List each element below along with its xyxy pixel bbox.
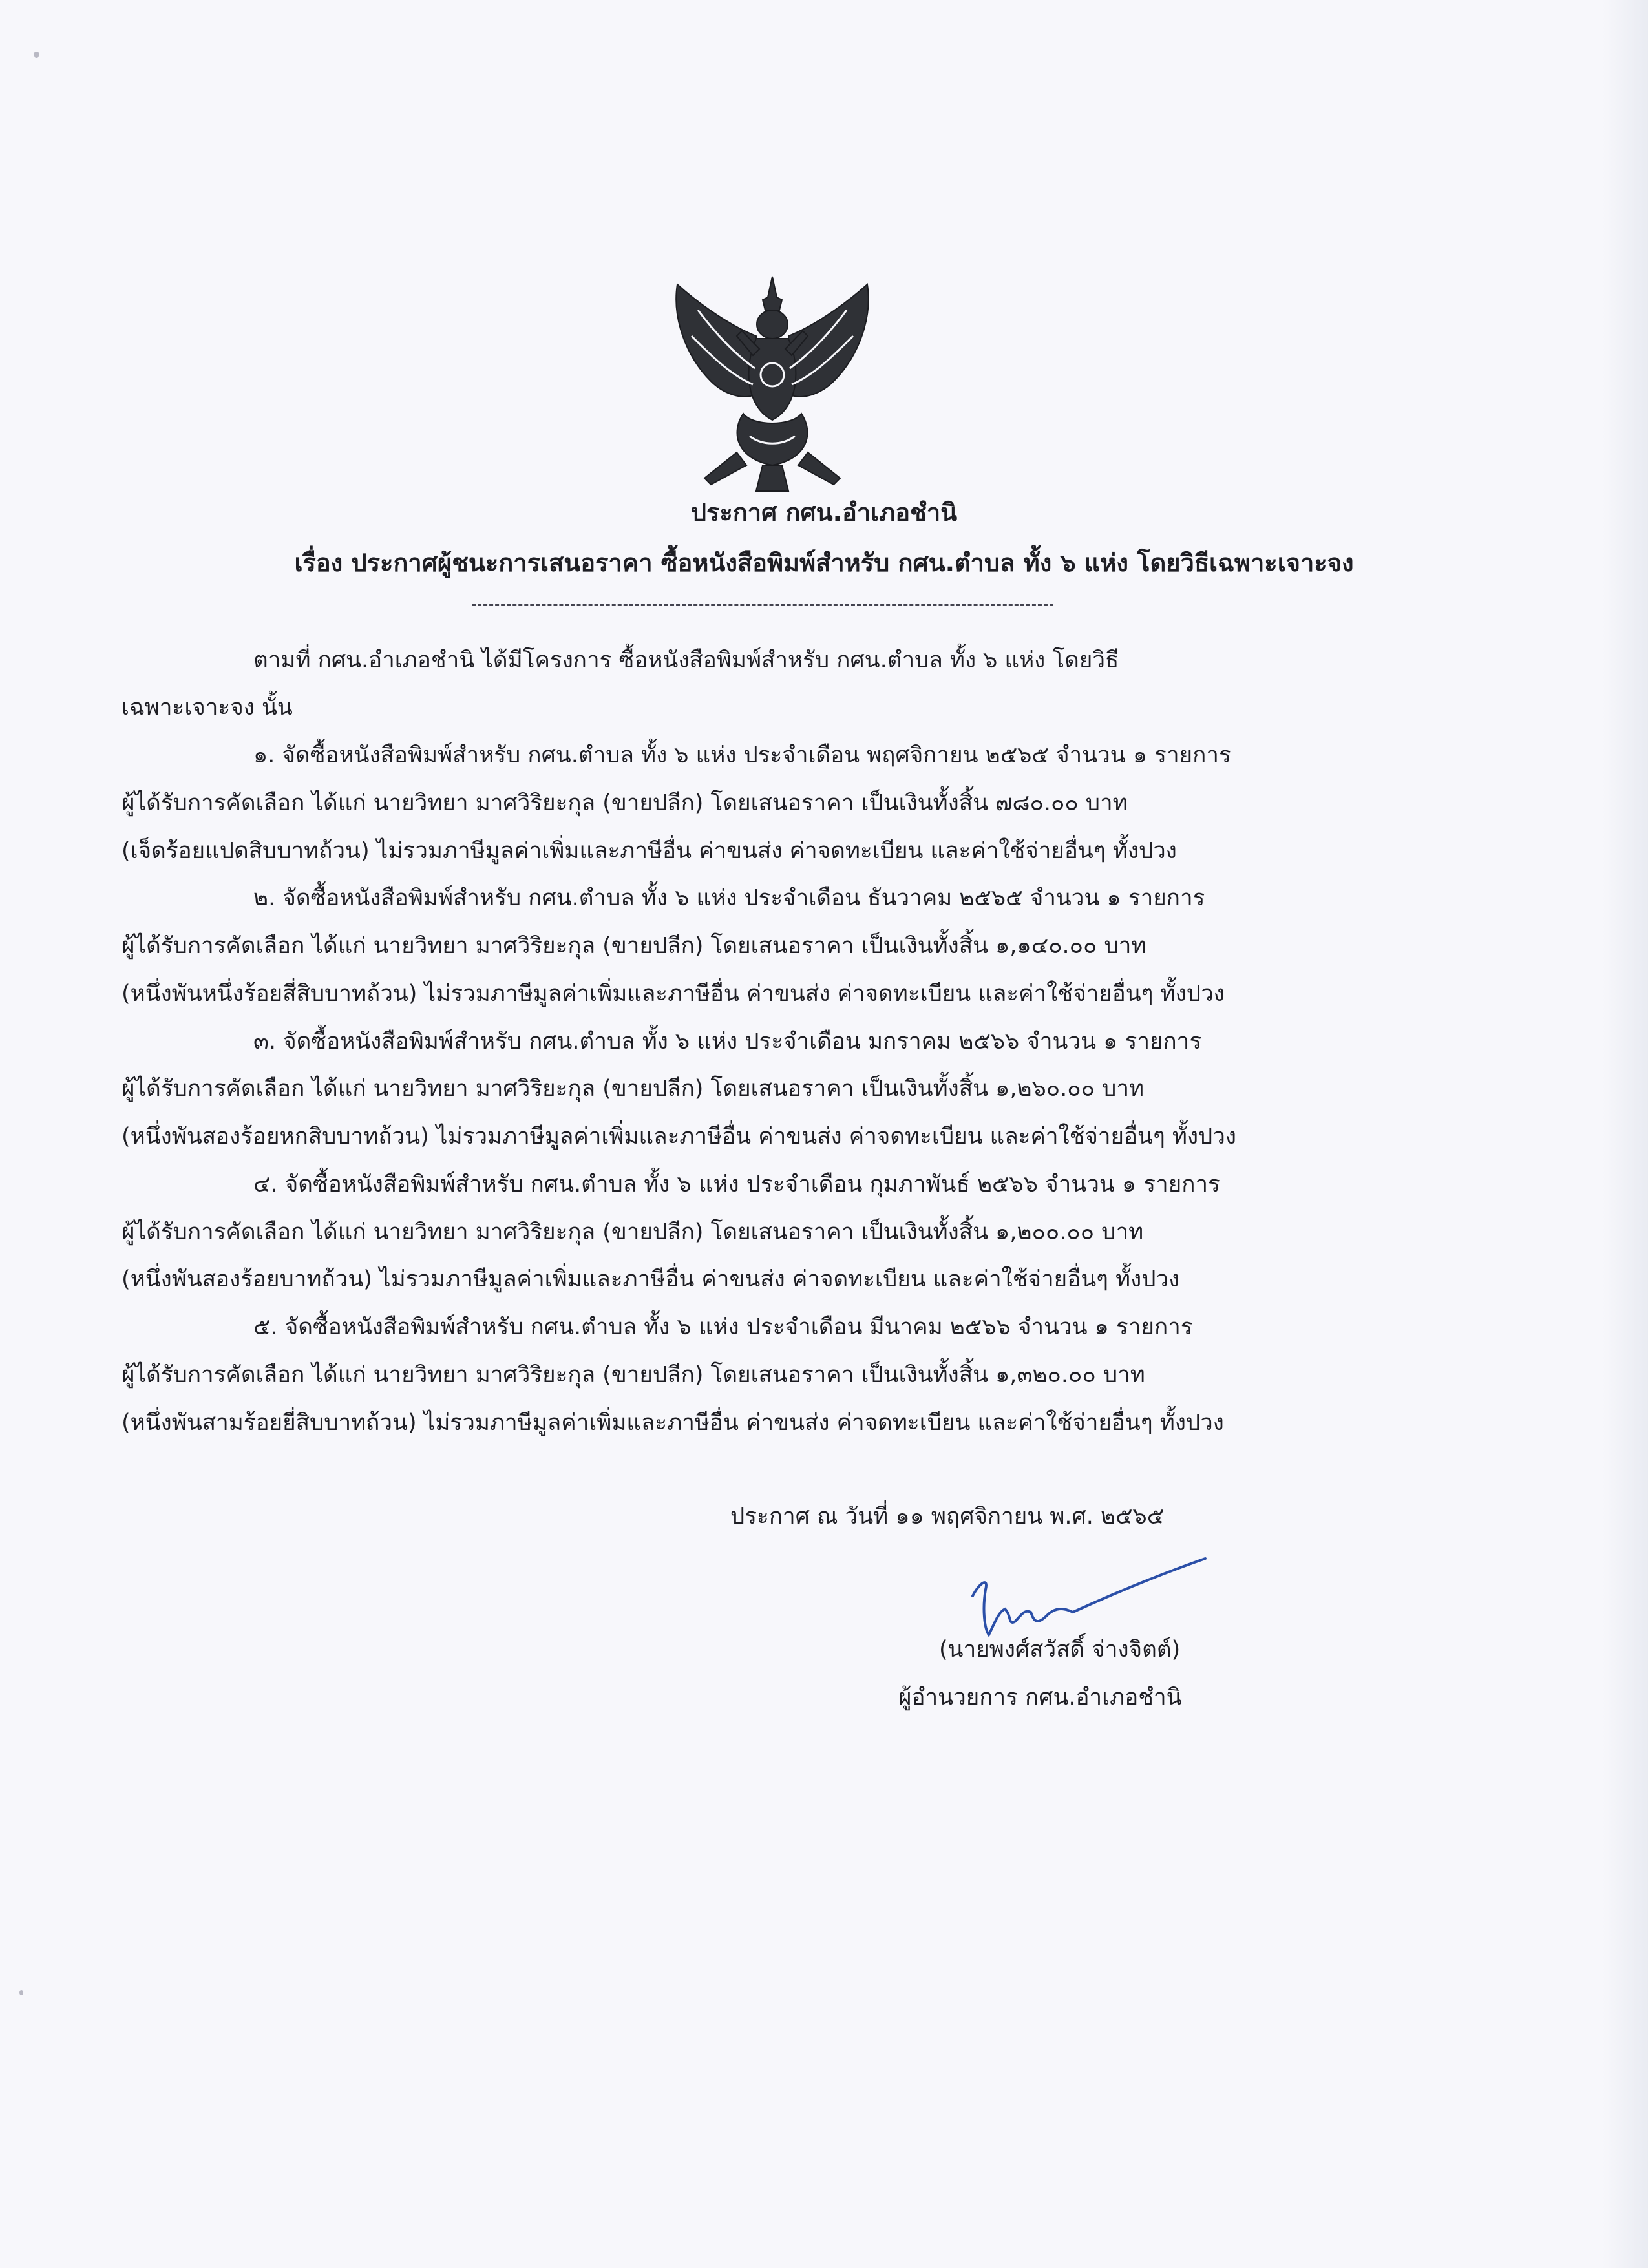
item-line: ผู้ได้รับการคัดเลือก ได้แก่ นายวิทยา มาศวิริยะกุล (ขายปลีก) โดยเสนอราคา เป็นเงินทั้งสิ้น ๗๘๐.๐๐ บาท [121,790,1128,816]
announcement-title: ประกาศ กศน.อำเภอชำนิ [690,498,958,527]
item-line: ๔. จัดซื้อหนังสือพิมพ์สำหรับ กศน.ตำบล ทั้ง ๖ แห่ง ประจำเดือน กุมภาพันธ์ ๒๕๖๖ จำนวน ๑ รายการ [253,1171,1220,1197]
item-line: (หนึ่งพันสองร้อยบาทถ้วน) ไม่รวมภาษีมูลค่าเพิ่มและภาษีอื่น ค่าขนส่ง ค่าจดทะเบียน และค่าใช้จ่ายอื่นๆ ทั้งปวง [121,1266,1180,1292]
item-line: ๓. จัดซื้อหนังสือพิมพ์สำหรับ กศน.ตำบล ทั้ง ๖ แห่ง ประจำเดือน มกราคม ๒๕๖๖ จำนวน ๑ รายการ [253,1029,1202,1055]
item-line: (เจ็ดร้อยแปดสิบบาทถ้วน) ไม่รวมภาษีมูลค่าเพิ่มและภาษีอื่น ค่าขนส่ง ค่าจดทะเบียน และค่าใช้จ่ายอื่นๆ ทั้งปวง [121,838,1177,864]
intro-line: เฉพาะเจาะจง นั้น [121,695,293,720]
item-line: ผู้ได้รับการคัดเลือก ได้แก่ นายวิทยา มาศวิริยะกุล (ขายปลีก) โดยเสนอราคา เป็นเงินทั้งสิ้น ๑,๑๔๐.๐๐ บาท [121,933,1146,959]
item-line: ๑. จัดซื้อหนังสือพิมพ์สำหรับ กศน.ตำบล ทั้ง ๖ แห่ง ประจำเดือน พฤศจิกายน ๒๕๖๕ จำนวน ๑ รายการ [253,742,1231,768]
announcement-date: ประกาศ ณ วันที่ ๑๑ พฤศจิกายน พ.ศ. ๒๕๖๕ [730,1504,1165,1529]
item-line: ผู้ได้รับการคัดเลือก ได้แก่ นายวิทยา มาศวิริยะกุล (ขายปลีก) โดยเสนอราคา เป็นเงินทั้งสิ้น ๑,๓๒๐.๐๐ บาท [121,1362,1145,1388]
signer-position: ผู้อำนวยการ กศน.อำเภอชำนิ [898,1685,1182,1710]
dashed-divider [472,604,1053,606]
item-line: ๕. จัดซื้อหนังสือพิมพ์สำหรับ กศน.ตำบล ทั้ง ๖ แห่ง ประจำเดือน มีนาคม ๒๕๖๖ จำนวน ๑ รายการ [253,1314,1193,1340]
paper-edge-shadow [1603,0,1648,2268]
intro-line: ตามที่ กศน.อำเภอชำนิ ได้มีโครงการ ซื้อหนังสือพิมพ์สำหรับ กศน.ตำบล ทั้ง ๖ แห่ง โดยวิธี [253,647,1119,673]
item-line: (หนึ่งพันสามร้อยยี่สิบบาทถ้วน) ไม่รวมภาษีมูลค่าเพิ่มและภาษีอื่น ค่าขนส่ง ค่าจดทะเบียน และค่าใช้จ่ายอื่นๆ ทั้งปวง [121,1410,1224,1436]
item-line: ผู้ได้รับการคัดเลือก ได้แก่ นายวิทยา มาศวิริยะกุล (ขายปลีก) โดยเสนอราคา เป็นเงินทั้งสิ้น ๑,๒๐๐.๐๐ บาท [121,1219,1144,1245]
item-line: (หนึ่งพันหนึ่งร้อยสี่สิบบาทถ้วน) ไม่รวมภาษีมูลค่าเพิ่มและภาษีอื่น ค่าขนส่ง ค่าจดทะเบียน และค่าใช้จ่ายอื่นๆ ทั้งปวง [121,981,1225,1007]
item-line: ผู้ได้รับการคัดเลือก ได้แก่ นายวิทยา มาศวิริยะกุล (ขายปลีก) โดยเสนอราคา เป็นเงินทั้งสิ้น ๑,๒๖๐.๐๐ บาท [121,1076,1145,1102]
scan-speck [34,52,39,58]
scan-speck [19,1990,23,1995]
signer-name: (นายพงศ์สวัสดิ์ จ่างจิตต์) [939,1637,1181,1663]
item-line: ๒. จัดซื้อหนังสือพิมพ์สำหรับ กศน.ตำบล ทั้ง ๖ แห่ง ประจำเดือน ธันวาคม ๒๕๖๕ จำนวน ๑ รายการ [253,885,1205,911]
garuda-emblem-icon [666,271,879,498]
announcement-subject: เรื่อง ประกาศผู้ชนะการเสนอราคา ซื้อหนังสือพิมพ์สำหรับ กศน.ตำบล ทั้ง ๖ แห่ง โดยวิธีเฉพาะเจาะจง [294,549,1354,577]
item-line: (หนึ่งพันสองร้อยหกสิบบาทถ้วน) ไม่รวมภาษีมูลค่าเพิ่มและภาษีอื่น ค่าขนส่ง ค่าจดทะเบียน และค่าใช้จ่ายอื่นๆ ทั้งปวง [121,1124,1237,1150]
